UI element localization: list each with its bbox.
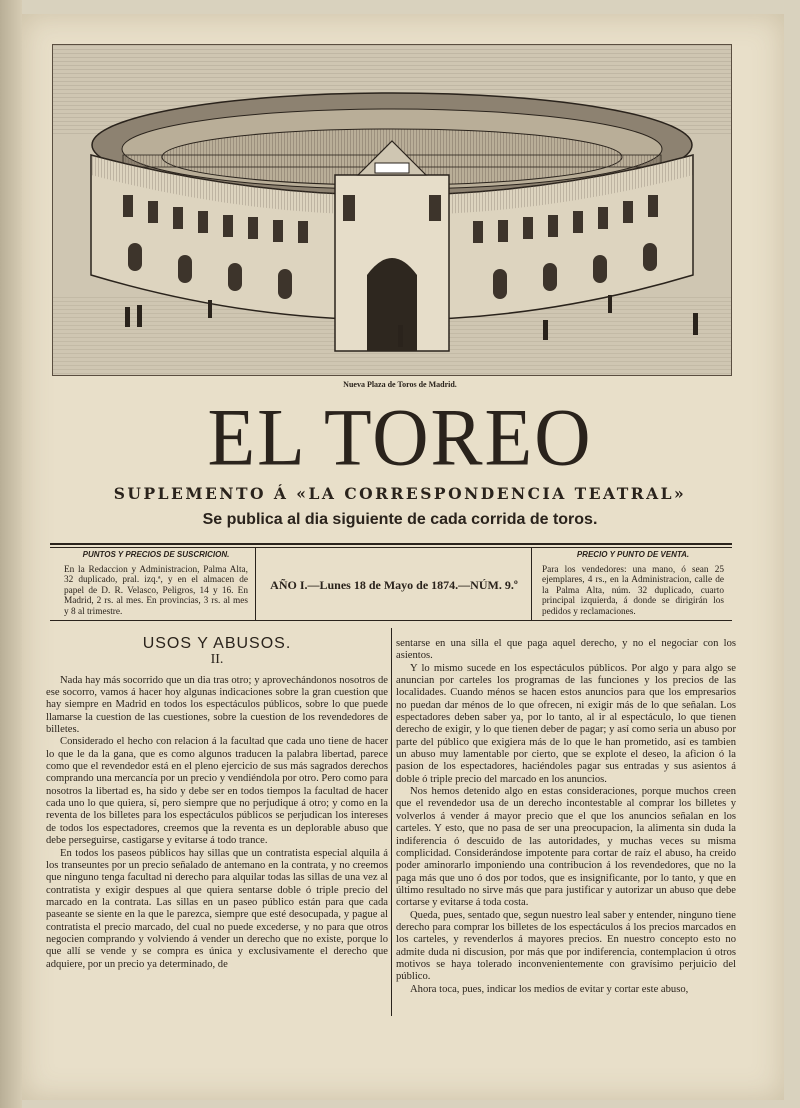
article-paragraph: sentarse en una silla el que paga aquel derecho, y no el negociar con los asientos. [396, 638, 736, 662]
info-divider-left [255, 548, 256, 620]
engraving-caption: Nueva Plaza de Toros de Madrid. [343, 380, 457, 389]
article-section-number: II. [210, 652, 224, 668]
info-divider-right [531, 548, 532, 620]
article-title: USOS Y ABUSOS. [142, 635, 292, 652]
sale-text: Para los vendedores: una mano, ó sean 25 ejemplares, 4 rs., en la Administracion, calle de la Palma Alta, núm. 32 duplicado, cuarto principal izquierda, á donde se dirigirán los pedidos y reclamaciones. [542, 564, 724, 617]
article-paragraph: En todos los paseos públicos hay sillas que un contratista especial alquila á los transeuntes por un precio señalado de antemano en la contrata, y no creemos que ninguno tenga facultad ni derecho para alquilar todas las sillas de una vez al contratista y exigir despues al que quiera sentarse doble ó triple precio del marcado en la contrata. Las sillas en un paseo público están para que cada paseante se siente en la que le parezca, siempre que esté desocupada, y pague al contratista el precio marcado, del cual no puede excederse, y no para que otros negocien comprando y volviendo á vender un derecho que no existe, porque lo que allí se vende y se compra es única y exclusivamente el derecho que adquiere, por un precio ya determinado, de [46, 847, 388, 970]
article-paragraph: Y lo mismo sucede en los espectáculos públicos. Por algo y para algo se anuncian por carteles los programas de las funciones y los precios de las localidades. Cuando ménos se hacen estos anuncios para que los empresarios no puedan dar ménos de lo que ofrecen, ni exigir más de lo que señalan. Los espectadores deben saber ya, por lo tanto, al ir al espectáculo, lo que tienen derecho de exigir, y lo que tienen deber de pagar; y así como seria un abuso por parte del público que exigiera más de lo que le han prometido, así es tambien un abuso muy lamentable por cierto, que se explote el deseo, la aficion ó la pasion de los espectadores, haciéndoles pagar sus entradas y sus asientos á doble ó triple precio del marcado en los anuncios. [396, 662, 736, 785]
article-paragraph: Queda, pues, sentado que, segun nuestro leal saber y entender, ninguno tiene derecho para comprar los billetes de los espectáculos á los precios marcados en los carteles, y revenderlos á mayores precios. En nuestro concepto esto no admite duda ni discusion, por más que por indiferencia, contemplacion ú otros motivos se haya tolerado inconvenientemente con gravísimo perjuicio del público. [396, 909, 736, 983]
subscription-heading: PUNTOS Y PRECIOS DE SUSCRICION. [82, 550, 230, 559]
masthead-subtitle: SUPLEMENTO Á «LA CORRESPONDENCIA TEATRAL» [113, 484, 687, 503]
masthead-title: EL TOREO [207, 390, 593, 483]
issue-line: AÑO I.—Lunes 18 de Mayo de 1874.—NÚM. 9.º [270, 578, 518, 592]
info-top-rule [50, 543, 732, 545]
sale-heading: PRECIO Y PUNTO DE VENTA. [576, 550, 690, 559]
subscription-text: En la Redaccion y Administracion, Palma Alta, 32 duplicado, pral. izq.ª, y en el almacen de papel de D. R. Velasco, Peligros, 14 y 16. En Madrid, 2 rs. al mes. En provincias, 3 rs. al mes y 8 al trimestre. [64, 564, 248, 617]
publication-note: Se publica al dia siguiente de cada corrida de toros. [202, 511, 598, 528]
article-right-column [396, 638, 736, 996]
column-divider [391, 628, 392, 1016]
article-left-column [46, 632, 388, 971]
sale-box [542, 550, 724, 616]
bullring-engraving [52, 44, 732, 376]
article-paragraph: Nada hay más socorrido que un dia tras otro; y aprovechándonos nosotros de ese socorro, vamos á hacer hoy algunas indicaciones sobre la gran cuestion que hay siempre en Madrid en todos los espectáculos públicos, sobre lo que puede llamarse la cuestion de las cuestiones, sobre la cuestion de los revendedores de billetes. [46, 674, 388, 736]
info-top-rule-thin [50, 547, 732, 548]
book-spine [0, 0, 22, 1108]
info-bottom-rule [50, 620, 732, 621]
article-paragraph: Considerado el hecho con relacion á la facultad que cada uno tiene de hacer lo que le da la gana, que es como algunos traducen la palabra libertad, parece como que el revendedor está en el pleno ejercicio de sus más sagrados derechos comprando una mercancía por un precio y vendiéndola por otro. Pero como para nosotros la libertad es, ha sido y debe ser en todos tiempos la facultad de hacer cada uno lo que quiera, sí, pero siempre que no perjudique á otro; y como en la reventa de los billetes para los espectáculos públicos se perjudican los intereses de todos los espectadores, creemos que la reventa es un deplorable abuso que debe perseguirse, castigarse y evitarse á todo trance. [46, 736, 388, 847]
article-paragraph: Nos hemos detenido algo en estas consideraciones, porque muchos creen que el revendedor usa de un derecho incontestable al comprar los billetes y volverlos á vender á mayor precio que el que los anuncios señalan en los carteles. Y esto, que no pasa de ser una preocupacion, la alimenta sin duda la indiferencia ó descuido de las autoridades, y muchas veces su misma complicidad. Considerándose impotente para cortar de raíz el abuso, ha creido poder aminorarlo imponiendo una contribucion á los revendedores, que no la paga más que uno ó dos por todos, que es insignificante, por lo tanto, y que en último resultado no sirve más que para justificar y autorizar un abuso que debe cortarse y evitarse á toda costa. [396, 786, 736, 909]
article-paragraph: Ahora toca, pues, indicar los medios de evitar y cortar este abuso, [410, 983, 689, 995]
subscription-box [64, 550, 248, 616]
